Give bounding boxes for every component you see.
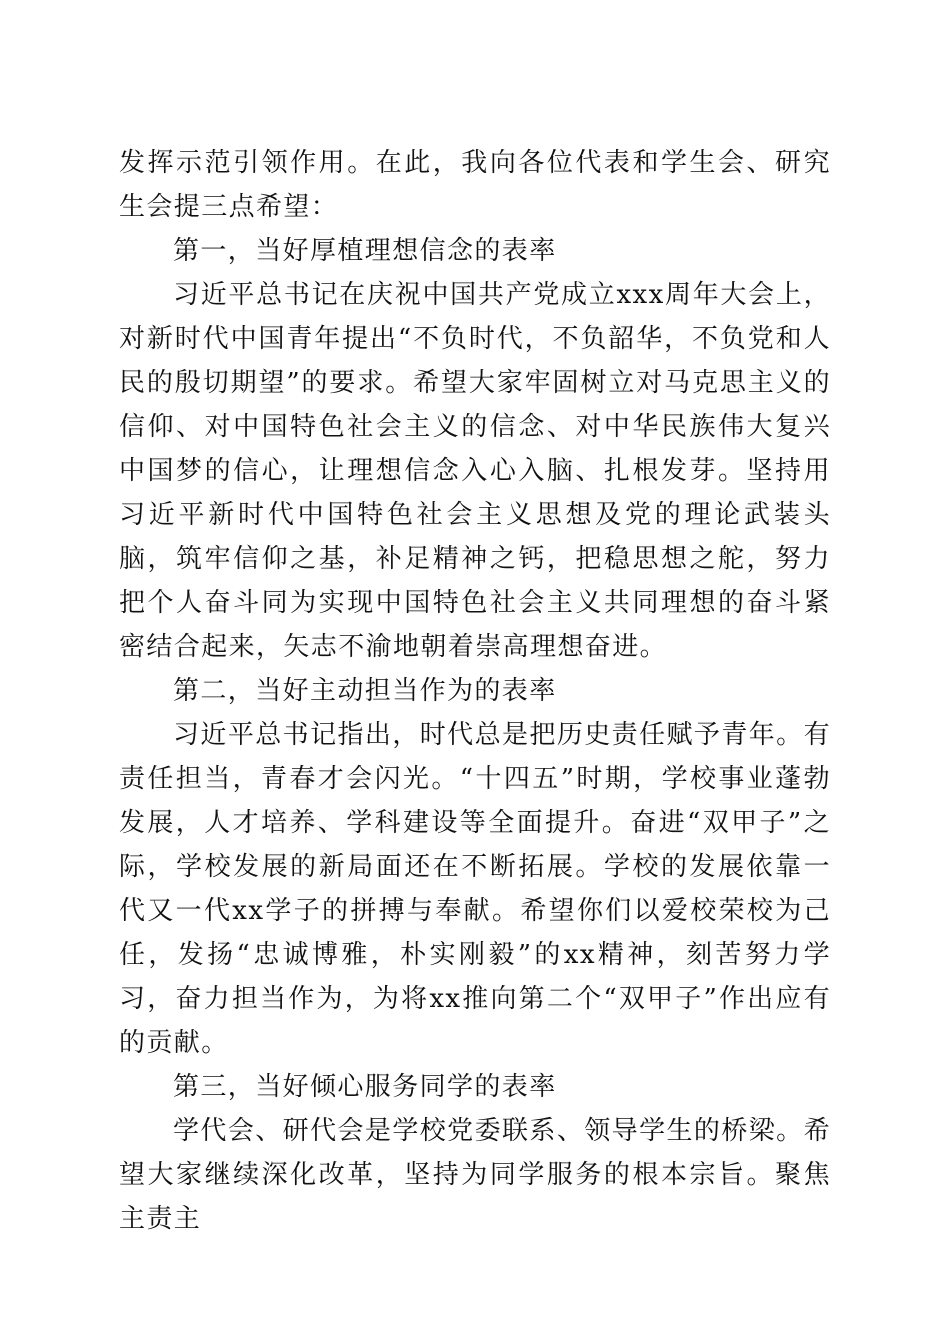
paragraph-point-three: 学代会、研代会是学校党委联系、领导学生的桥梁。希望大家继续深化改革，坚持为同学服务的根本宗旨。聚焦主责主 [119, 1116, 831, 1234]
document-body [119, 141, 831, 1241]
paragraph-point-one: 习近平总书记在庆祝中国共产党成立xxx周年大会上，对新时代中国青年提出“不负时代，不负韶华，不负党和人民的殷切期望”的要求。希望大家牢固树立对马克思主义的信仰、对中国特色社会主义的信念、对中华民族伟大复兴中国梦的信心，让理想信念入心入脑、扎根发芽。坚持用习近平新时代中国特色社会主义思想及党的理论武装头脑，筑牢信仰之基，补足精神之钙，把稳思想之舵，努力把个人奋斗同为实现中国特色社会主义共同理想的奋斗紧密结合起来，矢志不渝地朝着崇高理想奋进。 [119, 280, 831, 662]
heading-point-two: 第二，当好主动担当作为的表率 [173, 676, 557, 706]
paragraph-intro-continuation: 发挥示范引领作用。在此，我向各位代表和学生会、研究生会提三点希望： [119, 148, 831, 222]
paragraph-point-two: 习近平总书记指出，时代总是把历史责任赋予青年。有责任担当，青春才会闪光。“十四五”时期，学校事业蓬勃发展，人才培养、学科建设等全面提升。奋进“双甲子”之际，学校发展的新局面还在不断拓展。学校的发展依靠一代又一代xx学子的拼搏与奉献。希望你们以爱校荣校为己任，发扬“忠诚博雅，朴实刚毅”的xx精神，刻苦努力学习，奋力担当作为，为将xx推向第二个“双甲子”作出应有的贡献。 [119, 720, 831, 1058]
heading-point-one: 第一，当好厚植理想信念的表率 [173, 236, 557, 266]
heading-point-three: 第三，当好倾心服务同学的表率 [173, 1072, 557, 1102]
